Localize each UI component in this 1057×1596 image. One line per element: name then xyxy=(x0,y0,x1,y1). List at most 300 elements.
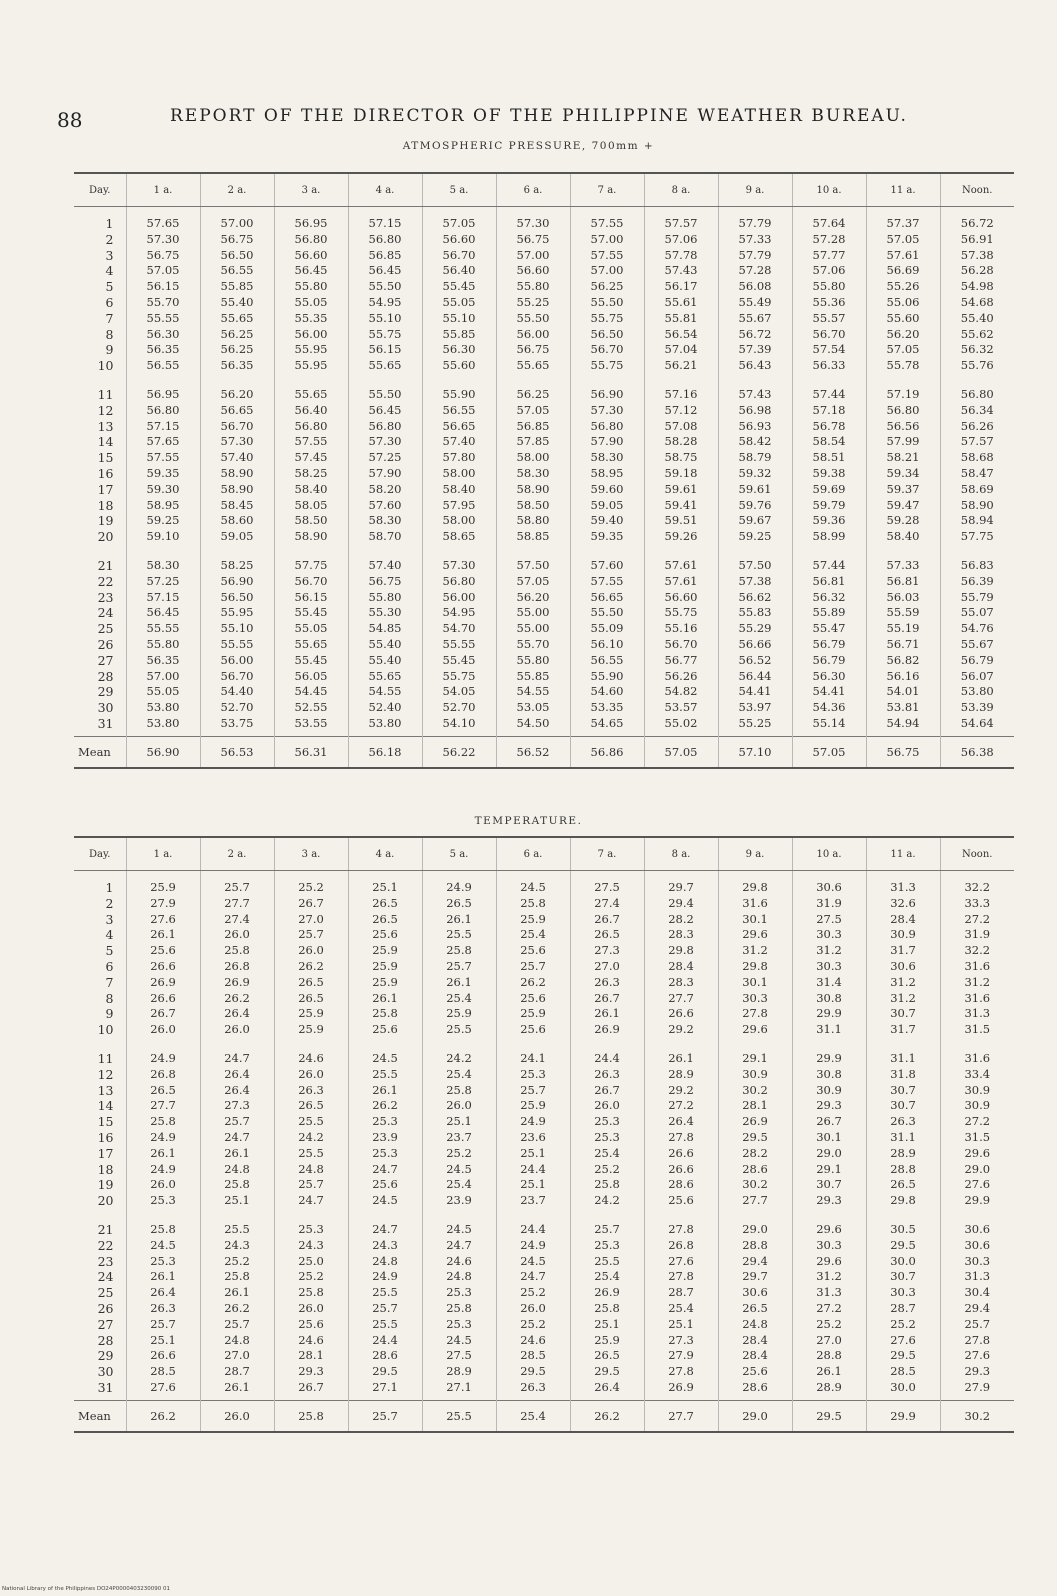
value-cell: 59.37 xyxy=(866,482,940,498)
value-cell: 56.25 xyxy=(200,342,274,358)
value-cell: 57.60 xyxy=(570,549,644,574)
value-cell: 56.60 xyxy=(496,263,570,279)
value-cell: 56.35 xyxy=(126,653,200,669)
value-cell: 25.9 xyxy=(274,1022,348,1042)
table-row xyxy=(74,1317,1014,1333)
value-cell: 58.90 xyxy=(274,529,348,549)
value-cell: 56.80 xyxy=(422,574,496,590)
value-cell: 56.75 xyxy=(200,232,274,248)
table-row xyxy=(74,912,1014,928)
value-cell: 27.8 xyxy=(718,1006,792,1022)
value-cell: 59.18 xyxy=(644,466,718,482)
table-row xyxy=(74,637,1014,653)
value-cell: 26.1 xyxy=(126,927,200,943)
value-cell: 58.30 xyxy=(570,450,644,466)
value-cell: 55.00 xyxy=(496,621,570,637)
hour-column-header: 11 a. xyxy=(866,837,940,871)
value-cell: 30.0 xyxy=(866,1254,940,1270)
value-cell: 26.7 xyxy=(570,991,644,1007)
value-cell: 55.80 xyxy=(126,637,200,653)
value-cell: 58.68 xyxy=(960,450,994,465)
value-cell: 25.4 xyxy=(570,1146,644,1162)
value-cell: 58.40 xyxy=(422,482,496,498)
value-cell: 55.40 xyxy=(348,637,422,653)
value-cell: 58.00 xyxy=(422,513,496,529)
value-cell: 26.0 xyxy=(274,1067,348,1083)
value-cell: 57.04 xyxy=(644,342,718,358)
value-cell: 55.95 xyxy=(200,605,274,621)
value-cell: 27.8 xyxy=(644,1213,718,1238)
value-cell: 24.7 xyxy=(274,1193,348,1213)
value-cell: 56.17 xyxy=(644,279,718,295)
day-cell: 12 xyxy=(74,403,126,419)
mean-label: Mean xyxy=(74,736,126,768)
value-cell: 59.69 xyxy=(792,482,866,498)
value-cell: 27.8 xyxy=(964,1332,991,1347)
value-cell: 25.8 xyxy=(274,1285,348,1301)
table-row xyxy=(74,403,1014,419)
day-cell: 18 xyxy=(74,1162,126,1178)
value-cell: 28.5 xyxy=(496,1348,570,1364)
value-cell: 26.5 xyxy=(348,912,422,928)
hour-column-header: 8 a. xyxy=(644,837,718,871)
value-cell: 57.79 xyxy=(718,207,792,232)
value-cell: 55.45 xyxy=(274,605,348,621)
day-cell: 29 xyxy=(74,1348,126,1364)
value-cell: 58.45 xyxy=(200,498,274,514)
temperature-header-row xyxy=(74,837,1014,871)
value-cell: 24.6 xyxy=(422,1254,496,1270)
value-cell: 59.34 xyxy=(866,466,940,482)
day-cell: 21 xyxy=(74,549,126,574)
value-cell: 25.6 xyxy=(718,1364,792,1380)
value-cell: 56.60 xyxy=(644,590,718,606)
value-cell: 24.3 xyxy=(348,1238,422,1254)
value-cell: 27.7 xyxy=(126,1098,200,1114)
mean-value: 27.7 xyxy=(644,1400,718,1432)
day-cell: 27 xyxy=(74,1317,126,1333)
value-cell: 31.9 xyxy=(792,896,866,912)
value-cell: 29.2 xyxy=(644,1022,718,1042)
mean-value: 56.31 xyxy=(274,736,348,768)
value-cell: 57.33 xyxy=(866,549,940,574)
day-cell: 10 xyxy=(74,358,126,378)
value-cell: 57.19 xyxy=(866,378,940,403)
value-cell: 57.28 xyxy=(792,232,866,248)
table-row xyxy=(74,482,1014,498)
value-cell: 56.55 xyxy=(200,263,274,279)
mean-row xyxy=(74,1400,1014,1432)
value-cell: 25.3 xyxy=(570,1130,644,1146)
value-cell: 24.9 xyxy=(348,1269,422,1285)
value-cell: 26.1 xyxy=(422,975,496,991)
value-cell: 27.8 xyxy=(644,1269,718,1285)
value-cell: 25.7 xyxy=(964,1316,991,1331)
value-cell: 58.25 xyxy=(200,549,274,574)
value-cell: 54.05 xyxy=(422,684,496,700)
value-cell: 57.15 xyxy=(126,590,200,606)
value-cell: 54.68 xyxy=(960,294,994,309)
day-cell: 21 xyxy=(74,1213,126,1238)
value-cell: 57.78 xyxy=(644,248,718,264)
value-cell: 26.3 xyxy=(126,1301,200,1317)
hour-column-header: 2 a. xyxy=(200,837,274,871)
value-cell: 57.38 xyxy=(718,574,792,590)
value-cell: 24.4 xyxy=(348,1333,422,1349)
day-cell: 15 xyxy=(74,1114,126,1130)
value-cell: 55.75 xyxy=(570,358,644,378)
mean-value: 57.10 xyxy=(718,736,792,768)
value-cell: 26.3 xyxy=(570,1067,644,1083)
value-cell: 55.50 xyxy=(570,605,644,621)
table-row xyxy=(74,1114,1014,1130)
value-cell: 26.5 xyxy=(274,991,348,1007)
value-cell: 57.38 xyxy=(960,247,994,262)
value-cell: 55.10 xyxy=(348,311,422,327)
value-cell: 27.7 xyxy=(644,991,718,1007)
value-cell: 56.45 xyxy=(348,263,422,279)
value-cell: 25.1 xyxy=(570,1317,644,1333)
value-cell: 28.4 xyxy=(644,959,718,975)
value-cell: 53.75 xyxy=(200,716,274,736)
value-cell: 55.75 xyxy=(348,327,422,343)
value-cell: 28.9 xyxy=(422,1364,496,1380)
day-cell: 4 xyxy=(74,927,126,943)
value-cell: 55.81 xyxy=(644,311,718,327)
value-cell: 30.9 xyxy=(866,927,940,943)
value-cell: 26.6 xyxy=(644,1162,718,1178)
value-cell: 28.7 xyxy=(866,1301,940,1317)
value-cell: 25.7 xyxy=(274,1177,348,1193)
value-cell: 57.12 xyxy=(644,403,718,419)
value-cell: 58.70 xyxy=(348,529,422,549)
table-row xyxy=(74,207,1014,232)
value-cell: 56.70 xyxy=(792,327,866,343)
value-cell: 25.1 xyxy=(422,1114,496,1130)
day-cell: 12 xyxy=(74,1067,126,1083)
value-cell: 56.72 xyxy=(960,216,994,230)
value-cell: 25.9 xyxy=(348,975,422,991)
value-cell: 54.45 xyxy=(274,684,348,700)
value-cell: 56.83 xyxy=(960,557,994,572)
value-cell: 52.70 xyxy=(200,700,274,716)
value-cell: 25.6 xyxy=(644,1193,718,1213)
value-cell: 26.5 xyxy=(570,1348,644,1364)
value-cell: 58.00 xyxy=(496,450,570,466)
value-cell: 53.57 xyxy=(644,700,718,716)
day-cell: 28 xyxy=(74,1333,126,1349)
value-cell: 23.7 xyxy=(496,1193,570,1213)
value-cell: 26.9 xyxy=(126,975,200,991)
value-cell: 57.16 xyxy=(644,378,718,403)
value-cell: 57.05 xyxy=(496,403,570,419)
value-cell: 27.0 xyxy=(570,959,644,975)
value-cell: 57.00 xyxy=(570,263,644,279)
value-cell: 31.5 xyxy=(964,1022,991,1037)
value-cell: 54.82 xyxy=(644,684,718,700)
value-cell: 55.50 xyxy=(496,311,570,327)
value-cell: 54.85 xyxy=(348,621,422,637)
value-cell: 25.7 xyxy=(496,1083,570,1099)
value-cell: 24.5 xyxy=(348,1042,422,1067)
value-cell: 25.4 xyxy=(496,927,570,943)
value-cell: 55.30 xyxy=(348,605,422,621)
value-cell: 55.26 xyxy=(866,279,940,295)
value-cell: 30.6 xyxy=(792,871,866,896)
value-cell: 24.8 xyxy=(200,1162,274,1178)
value-cell: 28.6 xyxy=(644,1177,718,1193)
value-cell: 56.08 xyxy=(718,279,792,295)
value-cell: 56.91 xyxy=(960,231,994,246)
value-cell: 57.08 xyxy=(644,419,718,435)
value-cell: 24.6 xyxy=(274,1042,348,1067)
value-cell: 57.30 xyxy=(422,549,496,574)
value-cell: 58.69 xyxy=(960,481,994,496)
value-cell: 28.4 xyxy=(866,912,940,928)
hour-column-header: 10 a. xyxy=(792,837,866,871)
value-cell: 27.9 xyxy=(644,1348,718,1364)
value-cell: 55.70 xyxy=(126,295,200,311)
value-cell: 58.40 xyxy=(866,529,940,549)
table-row xyxy=(74,1098,1014,1114)
value-cell: 59.60 xyxy=(570,482,644,498)
value-cell: 55.40 xyxy=(960,310,994,325)
table-row xyxy=(74,959,1014,975)
day-cell: 2 xyxy=(74,232,126,248)
value-cell: 24.1 xyxy=(496,1042,570,1067)
value-cell: 25.8 xyxy=(126,1213,200,1238)
value-cell: 56.75 xyxy=(496,342,570,358)
value-cell: 26.7 xyxy=(792,1114,866,1130)
pressure-caption: ATMOSPHERIC PRESSURE, 700mm + xyxy=(402,140,655,152)
value-cell: 52.40 xyxy=(348,700,422,716)
value-cell: 26.9 xyxy=(200,975,274,991)
value-cell: 56.77 xyxy=(644,653,718,669)
value-cell: 26.9 xyxy=(570,1285,644,1301)
table-row xyxy=(74,1006,1014,1022)
day-cell: 1 xyxy=(74,207,126,232)
value-cell: 29.6 xyxy=(792,1213,866,1238)
value-cell: 27.9 xyxy=(964,1379,991,1394)
value-cell: 56.32 xyxy=(792,590,866,606)
value-cell: 56.60 xyxy=(274,248,348,264)
value-cell: 57.50 xyxy=(496,549,570,574)
table-row xyxy=(74,311,1014,327)
value-cell: 29.0 xyxy=(718,1213,792,1238)
value-cell: 55.05 xyxy=(274,295,348,311)
value-cell: 58.60 xyxy=(200,513,274,529)
value-cell: 25.1 xyxy=(126,1333,200,1349)
value-cell: 58.30 xyxy=(496,466,570,482)
table-row xyxy=(74,621,1014,637)
mean-value: 56.90 xyxy=(126,736,200,768)
value-cell: 55.40 xyxy=(200,295,274,311)
table-row xyxy=(74,1301,1014,1317)
value-cell: 26.0 xyxy=(126,1177,200,1193)
value-cell: 27.9 xyxy=(126,896,200,912)
table-row xyxy=(74,1348,1014,1364)
value-cell: 26.6 xyxy=(126,959,200,975)
value-cell: 56.07 xyxy=(960,668,994,683)
table-row xyxy=(74,943,1014,959)
day-cell: 24 xyxy=(74,605,126,621)
value-cell: 56.90 xyxy=(570,378,644,403)
value-cell: 56.26 xyxy=(960,418,994,433)
value-cell: 25.2 xyxy=(496,1317,570,1333)
value-cell: 30.8 xyxy=(792,1067,866,1083)
table-row xyxy=(74,574,1014,590)
day-cell: 5 xyxy=(74,943,126,959)
value-cell: 26.1 xyxy=(792,1364,866,1380)
hour-column-header: 6 a. xyxy=(496,173,570,207)
hour-column-header: 11 a. xyxy=(866,173,940,207)
table-row xyxy=(74,1269,1014,1285)
value-cell: 59.40 xyxy=(570,513,644,529)
value-cell: 57.00 xyxy=(200,207,274,232)
table-row xyxy=(74,513,1014,529)
day-cell: 29 xyxy=(74,684,126,700)
value-cell: 25.2 xyxy=(570,1162,644,1178)
value-cell: 57.64 xyxy=(792,207,866,232)
value-cell: 55.65 xyxy=(274,637,348,653)
value-cell: 55.61 xyxy=(644,295,718,311)
value-cell: 29.8 xyxy=(718,959,792,975)
value-cell: 25.7 xyxy=(274,927,348,943)
value-cell: 55.02 xyxy=(644,716,718,736)
value-cell: 28.2 xyxy=(718,1146,792,1162)
value-cell: 26.3 xyxy=(570,975,644,991)
value-cell: 56.56 xyxy=(866,419,940,435)
value-cell: 54.65 xyxy=(570,716,644,736)
value-cell: 57.30 xyxy=(126,232,200,248)
day-cell: 26 xyxy=(74,1301,126,1317)
value-cell: 24.9 xyxy=(126,1042,200,1067)
day-cell: 8 xyxy=(74,327,126,343)
value-cell: 25.4 xyxy=(644,1301,718,1317)
value-cell: 28.4 xyxy=(718,1348,792,1364)
value-cell: 26.5 xyxy=(718,1301,792,1317)
value-cell: 54.55 xyxy=(496,684,570,700)
value-cell: 55.05 xyxy=(126,684,200,700)
hour-column-header: 5 a. xyxy=(422,173,496,207)
day-cell: 31 xyxy=(74,716,126,736)
value-cell: 29.3 xyxy=(274,1364,348,1380)
value-cell: 56.30 xyxy=(126,327,200,343)
table-row xyxy=(74,1146,1014,1162)
table-row xyxy=(74,1254,1014,1270)
value-cell: 27.0 xyxy=(792,1333,866,1349)
value-cell: 56.15 xyxy=(348,342,422,358)
value-cell: 26.8 xyxy=(200,959,274,975)
value-cell: 25.1 xyxy=(644,1317,718,1333)
day-column-header: Day. xyxy=(74,837,126,871)
value-cell: 26.5 xyxy=(274,975,348,991)
value-cell: 55.10 xyxy=(422,311,496,327)
value-cell: 25.7 xyxy=(570,1213,644,1238)
value-cell: 29.5 xyxy=(348,1364,422,1380)
value-cell: 55.16 xyxy=(644,621,718,637)
value-cell: 57.57 xyxy=(644,207,718,232)
value-cell: 55.70 xyxy=(496,637,570,653)
value-cell: 56.50 xyxy=(200,590,274,606)
value-cell: 25.1 xyxy=(348,871,422,896)
value-cell: 58.40 xyxy=(274,482,348,498)
value-cell: 56.90 xyxy=(200,574,274,590)
value-cell: 55.65 xyxy=(496,358,570,378)
day-cell: 8 xyxy=(74,991,126,1007)
value-cell: 59.76 xyxy=(718,498,792,514)
mean-value: 25.8 xyxy=(274,1400,348,1432)
value-cell: 56.81 xyxy=(792,574,866,590)
value-cell: 24.8 xyxy=(348,1254,422,1270)
value-cell: 25.9 xyxy=(348,943,422,959)
value-cell: 55.83 xyxy=(718,605,792,621)
value-cell: 32.2 xyxy=(964,943,991,958)
day-cell: 6 xyxy=(74,959,126,975)
value-cell: 30.7 xyxy=(866,1006,940,1022)
value-cell: 30.9 xyxy=(792,1083,866,1099)
value-cell: 25.8 xyxy=(200,943,274,959)
value-cell: 26.5 xyxy=(866,1177,940,1193)
value-cell: 58.95 xyxy=(126,498,200,514)
value-cell: 31.3 xyxy=(792,1285,866,1301)
value-cell: 55.67 xyxy=(960,636,994,651)
value-cell: 25.6 xyxy=(348,1177,422,1193)
value-cell: 24.3 xyxy=(274,1238,348,1254)
value-cell: 30.6 xyxy=(964,1237,991,1252)
day-column-header: Day. xyxy=(74,173,126,207)
value-cell: 26.1 xyxy=(126,1146,200,1162)
hour-column-header: 3 a. xyxy=(274,173,348,207)
value-cell: 55.80 xyxy=(496,279,570,295)
value-cell: 25.9 xyxy=(496,912,570,928)
value-cell: 57.55 xyxy=(126,450,200,466)
value-cell: 55.25 xyxy=(496,295,570,311)
hour-column-header: 9 a. xyxy=(718,173,792,207)
value-cell: 55.65 xyxy=(200,311,274,327)
value-cell: 53.80 xyxy=(960,684,994,699)
value-cell: 29.8 xyxy=(644,943,718,959)
value-cell: 57.06 xyxy=(644,232,718,248)
table-row xyxy=(74,669,1014,685)
value-cell: 57.25 xyxy=(126,574,200,590)
value-cell: 28.6 xyxy=(348,1348,422,1364)
value-cell: 25.1 xyxy=(496,1146,570,1162)
value-cell: 55.95 xyxy=(274,342,348,358)
mean-value: 26.2 xyxy=(570,1400,644,1432)
value-cell: 24.7 xyxy=(348,1213,422,1238)
table-row xyxy=(74,358,1014,378)
value-cell: 56.72 xyxy=(718,327,792,343)
mean-value: 56.53 xyxy=(200,736,274,768)
value-cell: 24.5 xyxy=(496,871,570,896)
hour-column-header: 6 a. xyxy=(496,837,570,871)
value-cell: 57.05 xyxy=(126,263,200,279)
hour-column-header: 5 a. xyxy=(422,837,496,871)
value-cell: 56.40 xyxy=(422,263,496,279)
value-cell: 25.6 xyxy=(348,927,422,943)
value-cell: 57.00 xyxy=(570,232,644,248)
value-cell: 58.00 xyxy=(422,466,496,482)
value-cell: 55.95 xyxy=(274,358,348,378)
value-cell: 58.30 xyxy=(126,549,200,574)
value-cell: 26.4 xyxy=(200,1083,274,1099)
value-cell: 26.4 xyxy=(644,1114,718,1130)
value-cell: 56.80 xyxy=(274,419,348,435)
value-cell: 56.20 xyxy=(496,590,570,606)
value-cell: 54.94 xyxy=(866,716,940,736)
value-cell: 26.4 xyxy=(570,1380,644,1400)
